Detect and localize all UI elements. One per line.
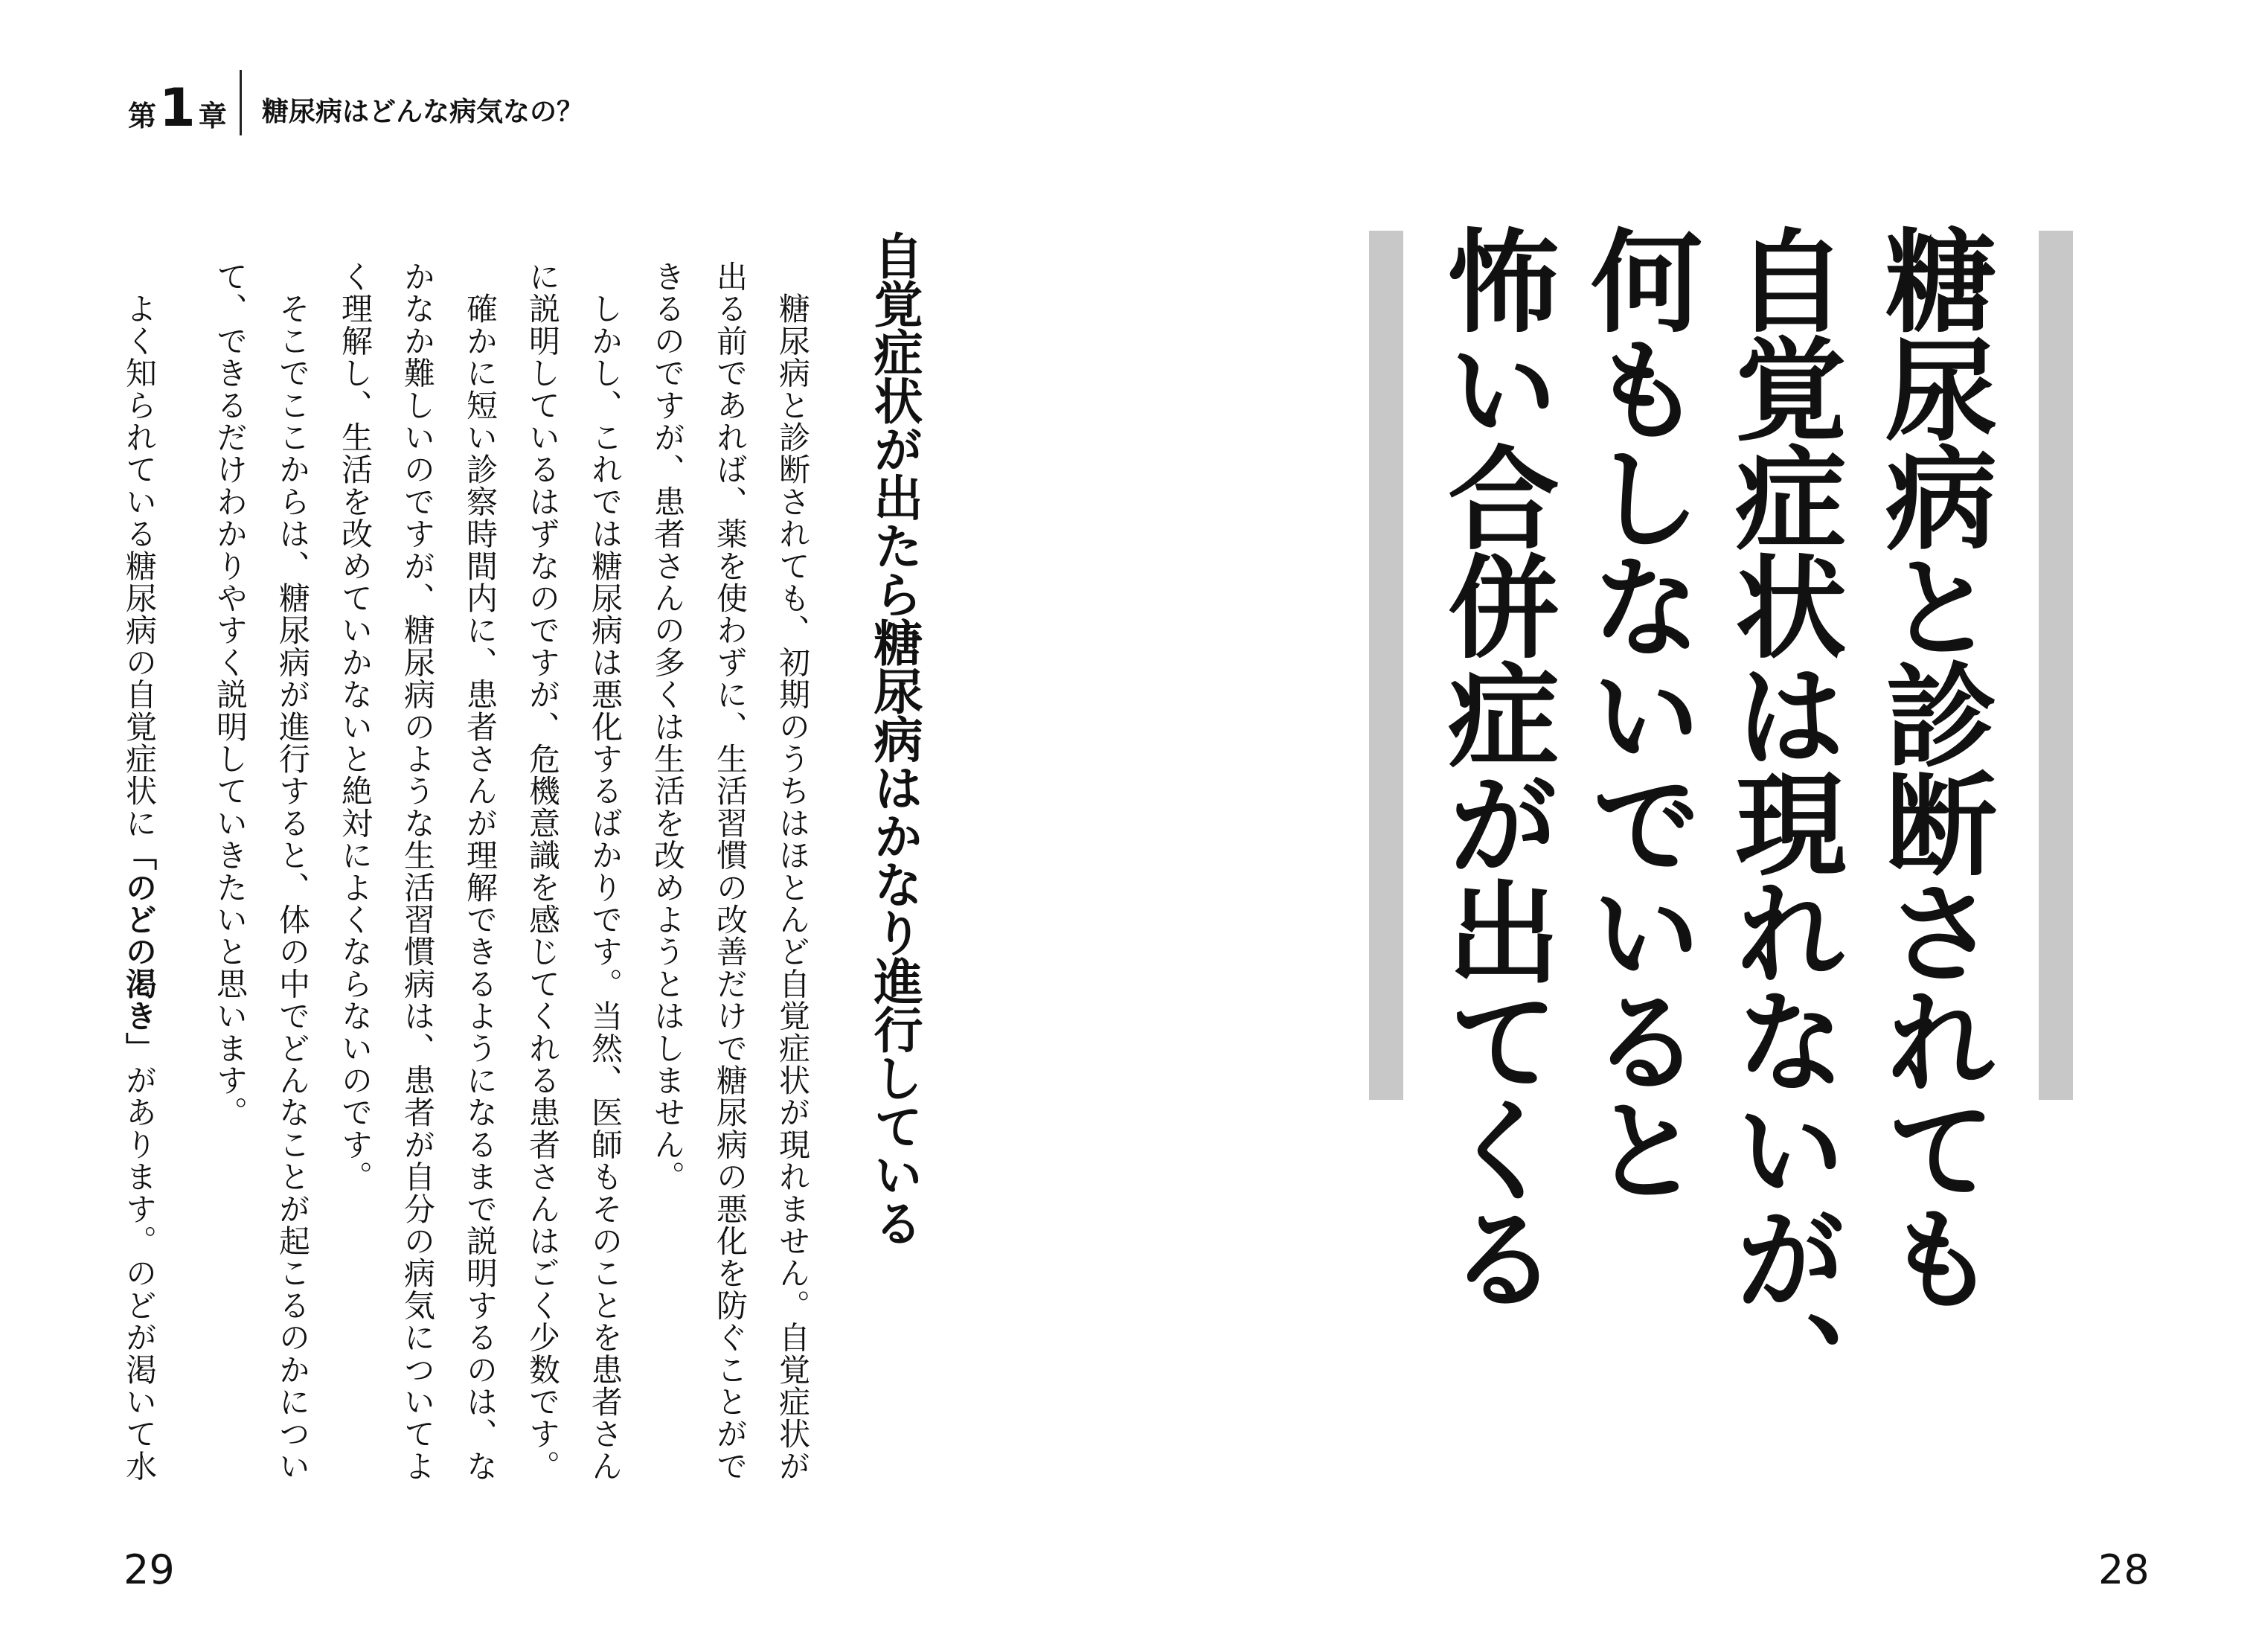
body-text-run: があります。のどが渇いて水 <box>121 1064 158 1482</box>
headline-line: 糖尿病と診断されても <box>1866 223 1996 1310</box>
page-number-left: 29 <box>124 1546 175 1593</box>
body-column: て、できるだけわかりやすく説明していきたいと思います。 <box>212 260 249 1129</box>
body-column: 確かに短い診察時間内に、患者さんが理解できるようになるまで説明するのは、な <box>462 260 499 1482</box>
headline-bar-left <box>1369 231 1403 1100</box>
chapter-title: 糖尿病はどんな病気なの？ <box>262 97 584 127</box>
headline-line: 自覚症状は現れないが、 <box>1716 223 1845 1418</box>
chapter-prefix: 第 <box>128 100 157 132</box>
body-column: く理解し、生活を改めていかないと絶対によくならないのです。 <box>337 260 374 1193</box>
chapter-label <box>128 77 227 138</box>
body-column: きるのですが、患者さんの多くは生活を改めようとはしません。 <box>650 260 686 1193</box>
emphasis-thirst: 「のどの渇き」 <box>121 839 158 1065</box>
chapter-suffix: 章 <box>198 100 227 132</box>
body-column: しかし、これでは糖尿病は悪化するばかりです。当然、医師もそのことを患者さん <box>587 260 624 1482</box>
body-column: 糖尿病と診断されても、初期のうちはほとんど自覚症状が現れません。自覚症状が <box>775 260 811 1482</box>
headline-line: 何もしないでいると <box>1571 223 1701 1201</box>
page-number-right: 28 <box>2098 1546 2150 1593</box>
body-column: 出る前であれば、薬を使わずに、生活習慣の改善だけで糖尿病の悪化を防ぐことがで <box>712 260 749 1482</box>
body-text-run: よく知られている糖尿病の自覚症状に <box>121 260 158 839</box>
section-subheading: 自覚症状が出たら糖尿病はかなり進行している <box>865 231 923 1246</box>
body-column: に説明しているはずなのですが、危機意識を感じてくれる患者さんはごく少数です。 <box>525 260 561 1482</box>
body-column-last <box>121 260 158 1482</box>
body-column: そこでここからは、糖尿病が進行すると、体の中でどんなことが起こるのかについ <box>275 260 311 1482</box>
headline-line: 怖い合併症が出てくる <box>1429 223 1558 1310</box>
chapter-number: 1 <box>159 77 196 138</box>
headline-bar-right <box>2039 231 2073 1100</box>
chapter-divider <box>240 70 242 135</box>
body-column: かなか難しいのですが、糖尿病のような生活習慣病は、患者が自分の病気についてよ <box>400 260 436 1482</box>
